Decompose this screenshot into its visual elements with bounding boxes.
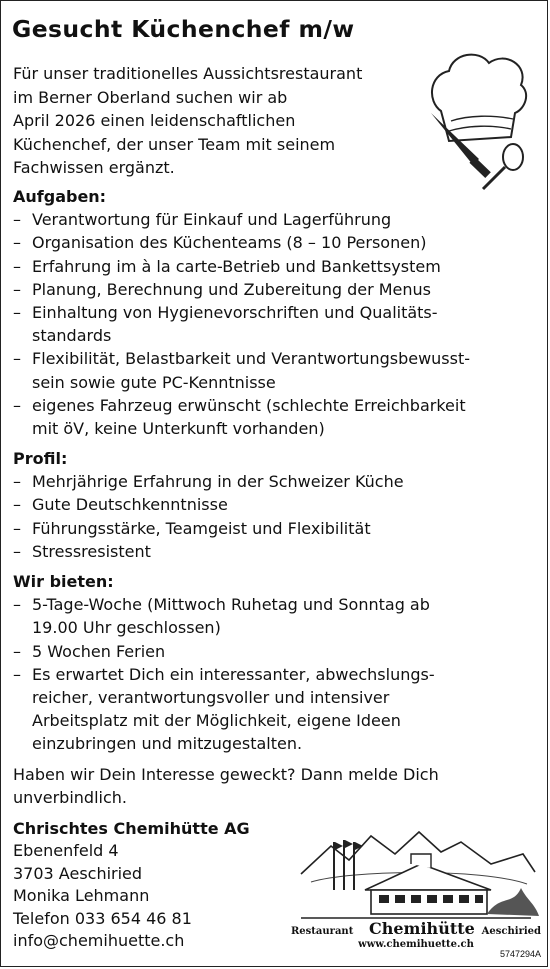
company-phone: Telefon 033 654 46 81 bbox=[13, 908, 192, 928]
dash-bullet: – bbox=[13, 349, 21, 369]
section-heading: Profil: bbox=[13, 449, 68, 468]
list-item-line: 19.00 Uhr geschlossen) bbox=[32, 618, 221, 638]
list-item bbox=[13, 347, 539, 393]
list-item bbox=[13, 255, 539, 278]
dash-bullet: – bbox=[13, 395, 21, 415]
section-profil bbox=[13, 447, 539, 563]
company-street: Ebenenfeld 4 bbox=[13, 841, 119, 861]
dash-bullet: – bbox=[13, 256, 21, 276]
list-item-line: Stressresistent bbox=[32, 541, 151, 561]
restaurant-logo bbox=[291, 824, 541, 952]
intro-line: Küchenchef, der unser Team mit seinem bbox=[13, 134, 336, 154]
dash-bullet: – bbox=[13, 518, 21, 538]
company-name: Chrischtes Chemihütte AG bbox=[13, 819, 250, 838]
list-item-text bbox=[32, 517, 371, 540]
list-item-text bbox=[32, 663, 435, 756]
page-title: Gesucht Küchenchef m/w bbox=[12, 15, 355, 43]
list-item-line: mit öV, keine Unterkunft vorhanden) bbox=[32, 419, 325, 439]
intro-line: April 2026 einen leidenschaftlichen bbox=[13, 111, 296, 131]
list-item bbox=[13, 470, 539, 493]
dash-bullet: – bbox=[13, 472, 21, 492]
list-item-text bbox=[32, 493, 228, 516]
aufgaben-list bbox=[13, 208, 539, 440]
list-item-line: eigenes Fahrzeug erwünscht (schlechte Erreichbarkeit bbox=[32, 395, 466, 415]
list-item bbox=[13, 301, 539, 347]
company-city: 3703 Aeschiried bbox=[13, 863, 143, 883]
company-email: info@chemihuette.ch bbox=[13, 931, 185, 951]
list-item-line: Führungsstärke, Teamgeist und Flexibilität bbox=[32, 518, 371, 538]
list-item bbox=[13, 517, 539, 540]
dash-bullet: – bbox=[13, 664, 21, 684]
dash-bullet: – bbox=[13, 541, 21, 561]
dash-bullet: – bbox=[13, 233, 21, 253]
mountain-chalet-icon bbox=[291, 824, 541, 922]
reference-number: 5747294A bbox=[499, 949, 541, 959]
list-item-line: reicher, verantwortungsvoller und intensiver bbox=[32, 688, 390, 708]
closing-paragraph bbox=[13, 763, 439, 809]
logo-center-text: Chemihütte bbox=[369, 919, 475, 938]
dash-bullet: – bbox=[13, 210, 21, 230]
list-item-line: standards bbox=[32, 326, 112, 346]
list-item-line: Verantwortung für Einkauf und Lagerführung bbox=[32, 210, 392, 230]
list-item-text bbox=[32, 231, 426, 254]
list-item-text bbox=[32, 394, 466, 440]
dash-bullet: – bbox=[13, 303, 21, 323]
dash-bullet: – bbox=[13, 641, 21, 661]
section-heading: Wir bieten: bbox=[13, 572, 114, 591]
company-address bbox=[13, 818, 250, 952]
list-item-text bbox=[32, 278, 431, 301]
list-item bbox=[13, 593, 539, 639]
list-item bbox=[13, 493, 539, 516]
logo-right-text: Aeschiried bbox=[481, 926, 541, 937]
closing-line: Haben wir Dein Interesse geweckt? Dann melde Dich bbox=[13, 765, 439, 784]
list-item-line: Es erwartet Dich ein interessanter, abwechslungs- bbox=[32, 664, 435, 684]
profil-list bbox=[13, 470, 539, 563]
logo-url: www.chemihuette.ch bbox=[358, 939, 474, 950]
list-item bbox=[13, 663, 539, 756]
list-item-line: Organisation des Küchenteams (8 – 10 Personen) bbox=[32, 233, 427, 253]
list-item-text bbox=[32, 255, 441, 278]
chef-hat-icon bbox=[421, 41, 533, 191]
dash-bullet: – bbox=[13, 279, 21, 299]
list-item bbox=[13, 278, 539, 301]
intro-line: Für unser traditionelles Aussichtsrestaurant bbox=[13, 64, 363, 83]
list-item-text bbox=[32, 640, 165, 663]
list-item bbox=[13, 540, 539, 563]
list-item-line: einzubringen und mitzugestalten. bbox=[32, 734, 303, 754]
dash-bullet: – bbox=[13, 495, 21, 515]
closing-line: unverbindlich. bbox=[13, 788, 127, 808]
list-item-line: Einhaltung von Hygienevorschriften und Qualitäts- bbox=[32, 303, 438, 323]
section-aufgaben bbox=[13, 185, 539, 440]
list-item-text bbox=[32, 301, 438, 347]
section-wir-bieten bbox=[13, 570, 539, 756]
intro-paragraph bbox=[13, 62, 418, 180]
list-item-line: Planung, Berechnung und Zubereitung der Menus bbox=[32, 279, 432, 299]
list-item bbox=[13, 640, 539, 663]
list-item-line: Mehrjährige Erfahrung in der Schweizer Küche bbox=[32, 472, 404, 492]
list-item-line: 5-Tage-Woche (Mittwoch Ruhetag und Sonntag ab bbox=[32, 595, 430, 615]
list-item-line: Arbeitsplatz mit der Möglichkeit, eigene Ideen bbox=[32, 711, 401, 731]
wir-bieten-list bbox=[13, 593, 539, 755]
list-item bbox=[13, 208, 539, 231]
list-item-line: sein sowie gute PC-Kenntnisse bbox=[32, 372, 276, 392]
list-item-text bbox=[32, 593, 430, 639]
intro-line: im Berner Oberland suchen wir ab bbox=[13, 87, 288, 107]
company-contact: Monika Lehmann bbox=[13, 886, 150, 906]
list-item-line: Gute Deutschkenntnisse bbox=[32, 495, 228, 515]
list-item-line: Erfahrung im à la carte-Betrieb und Bankettsystem bbox=[32, 256, 441, 276]
list-item-text bbox=[32, 208, 391, 231]
list-item-text bbox=[32, 347, 470, 393]
dash-bullet: – bbox=[13, 595, 21, 615]
list-item bbox=[13, 394, 539, 440]
logo-left-text: Restaurant bbox=[291, 926, 354, 937]
list-item-line: 5 Wochen Ferien bbox=[32, 641, 166, 661]
spoon-icon bbox=[483, 144, 523, 189]
intro-line: Fachwissen ergänzt. bbox=[13, 158, 175, 178]
list-item-text bbox=[32, 540, 151, 563]
logo-wordmark bbox=[291, 919, 541, 940]
list-item-line: Flexibilität, Belastbarkeit und Verantwortungsbewusst- bbox=[32, 349, 471, 369]
list-item bbox=[13, 231, 539, 254]
section-heading: Aufgaben: bbox=[13, 187, 107, 206]
list-item-text bbox=[32, 470, 404, 493]
